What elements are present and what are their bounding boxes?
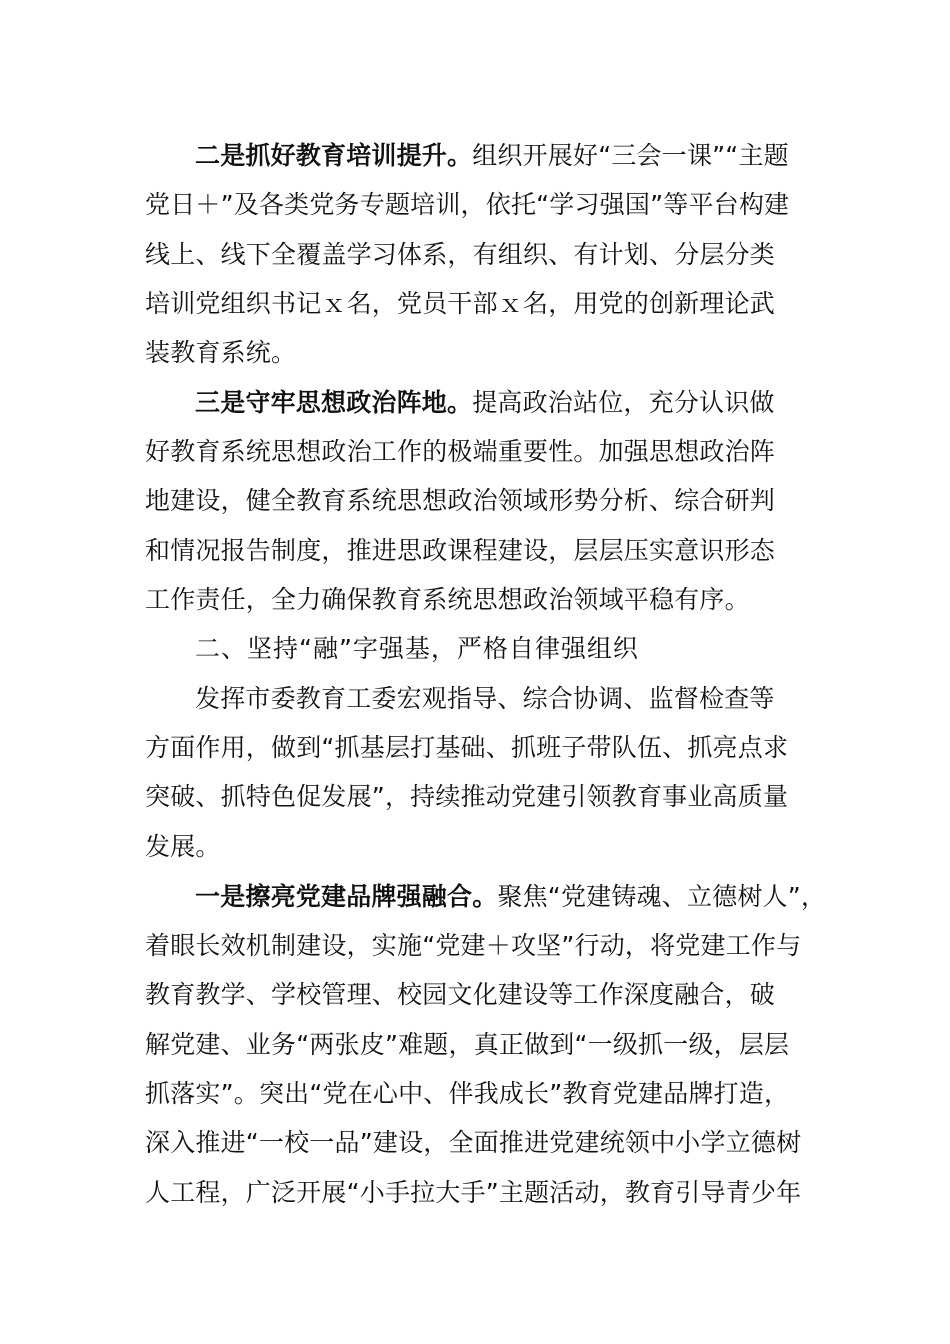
paragraph-line: 方面作用，做到“抓基层打基础、抓班子带队伍、抓亮点求 <box>145 733 789 762</box>
paragraph-line: 人工程，广泛开展“小手拉大手”主题活动，教育引导青少年 <box>145 1178 802 1207</box>
paragraph-line: 着眼长效机制建设，实施“党建＋攻坚”行动，将党建工作与 <box>145 931 802 960</box>
paragraph-line <box>195 877 885 917</box>
paragraph-line <box>195 383 885 423</box>
paragraph-line: 发展。 <box>145 832 221 861</box>
paragraph-line: 好教育系统思想政治工作的极端重要性。加强思想政治阵 <box>145 437 776 466</box>
paragraph-line: 解党建、业务“两张皮”难题，真正做到“一级抓一级，层层 <box>145 1030 790 1059</box>
paragraph-line <box>195 136 885 176</box>
paragraph-line: 工作责任，全力确保教育系统思想政治领域平稳有序。 <box>145 585 750 614</box>
paragraph-lead: 二是抓好教育培训提升。 <box>195 141 473 170</box>
paragraph-line: 和情况报告制度，推进思政课程建设，层层压实意识形态 <box>145 536 776 565</box>
paragraph-line: 发挥市委教育工委宏观指导、综合协调、监督检查等 <box>195 684 775 713</box>
paragraph-line: 抓落实”。突出“党在心中、伴我成长”教育党建品牌打造， <box>145 1079 790 1108</box>
paragraph-line: 线上、线下全覆盖学习体系，有组织、有计划、分层分类 <box>145 240 776 269</box>
paragraph-text: 聚焦“党建铸魂、立德树人”， <box>497 882 827 911</box>
paragraph-line: 地建设，健全教育系统思想政治领域形势分析、综合研判 <box>145 486 776 515</box>
paragraph-line: 培训党组织书记ｘ名，党员干部ｘ名，用党的创新理论武 <box>145 289 776 318</box>
paragraph-line: 突破、抓特色促发展”，持续推动党建引领教育事业高质量 <box>145 782 789 811</box>
paragraph-lead: 一是擦亮党建品牌强融合。 <box>195 882 498 911</box>
paragraph-lead: 三是守牢思想政治阵地。 <box>195 388 473 417</box>
section-heading: 二、坚持“融”字强基，严格自律强组织 <box>195 634 639 663</box>
paragraph-text: 提高政治站位，充分认识做 <box>472 388 775 417</box>
paragraph-line: 党日＋”及各类党务专题培训，依托“学习强国”等平台构建 <box>145 190 790 219</box>
paragraph-text: 组织开展好“三会一课”“主题 <box>472 141 789 170</box>
paragraph-line: 教育教学、学校管理、校园文化建设等工作深度融合，破 <box>145 980 776 1009</box>
paragraph-line: 深入推进“一校一品”建设，全面推进党建统领中小学立德树 <box>145 1128 802 1157</box>
paragraph-line: 装教育系统。 <box>145 338 297 367</box>
